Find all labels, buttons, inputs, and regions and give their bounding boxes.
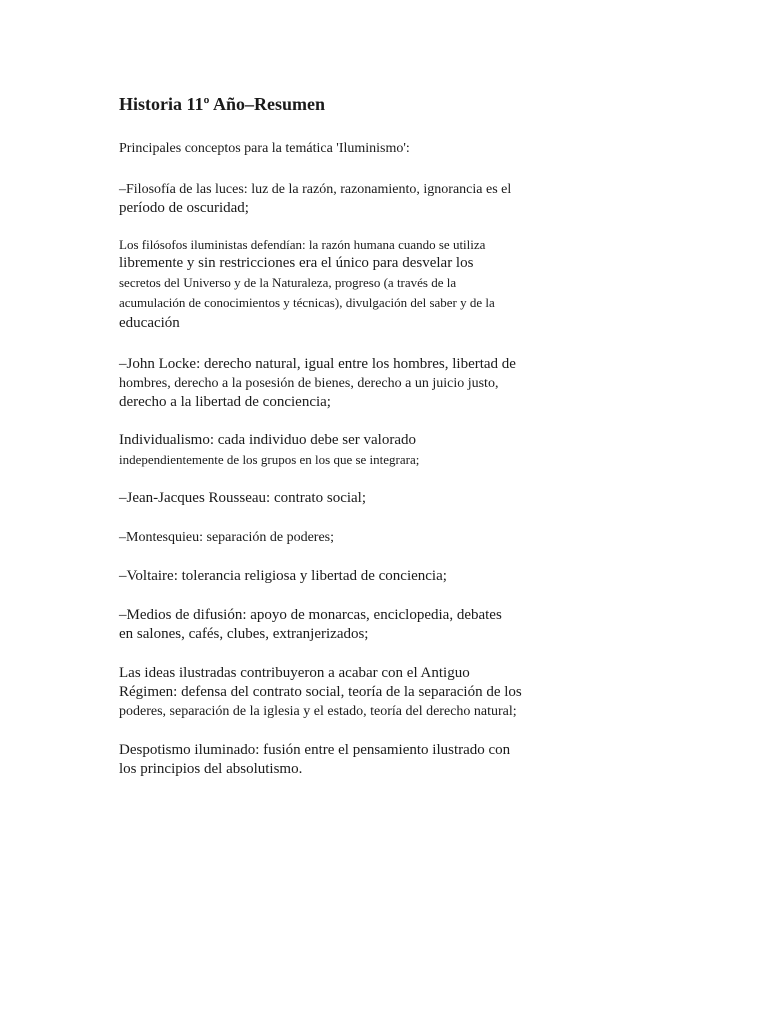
filosofia-line-1: –Filosofía de las luces: luz de la razón, razonamiento, ignorancia es el xyxy=(119,182,512,197)
despotismo-line-2: los principios del absolutismo. xyxy=(119,761,303,777)
individualismo-line-1: Individualismo: cada individuo debe ser valorado xyxy=(119,432,417,448)
document-title: Historia 11º Año–Resumen xyxy=(119,94,325,114)
ideas-line-1: Las ideas ilustradas contribuyeron a acabar con el Antiguo xyxy=(119,665,470,681)
filosofos-line-5: educación xyxy=(119,315,180,331)
montesquieu-paragraph xyxy=(119,528,589,547)
despotismo-paragraph xyxy=(119,741,589,779)
filosofia-line-2: período de oscuridad; xyxy=(119,200,249,216)
locke-line-3: derecho a la libertad de conciencia; xyxy=(119,394,331,410)
filosofos-paragraph xyxy=(119,235,589,334)
filosofos-line-3: secretos del Universo y de la Naturaleza, progreso (a través de la xyxy=(119,275,457,290)
rousseau-paragraph xyxy=(119,489,589,508)
locke-paragraph xyxy=(119,355,589,412)
ideas-line-2: Régimen: defensa del contrato social, teoría de la separación de los xyxy=(119,684,522,700)
filosofos-line-2: libremente y sin restricciones era el único para desvelar los xyxy=(119,255,474,271)
intro-paragraph xyxy=(119,139,589,158)
ideas-paragraph xyxy=(119,664,589,721)
montesquieu-line: –Montesquieu: separación de poderes; xyxy=(119,530,334,545)
individualismo-paragraph xyxy=(119,431,589,469)
medios-line-1: –Medios de difusión: apoyo de monarcas, enciclopedia, debates xyxy=(119,607,502,623)
locke-line-1: –John Locke: derecho natural, igual entre los hombres, libertad de xyxy=(119,356,516,372)
filosofos-line-4: acumulación de conocimientos y técnicas), divulgación del saber y de la xyxy=(119,295,495,310)
despotismo-line-1: Despotismo iluminado: fusión entre el pensamiento ilustrado con xyxy=(119,742,511,758)
voltaire-line: –Voltaire: tolerancia religiosa y libertad de conciencia; xyxy=(119,568,447,584)
filosofia-paragraph xyxy=(119,180,589,218)
medios-line-2: en salones, cafés, clubes, extranjerizados; xyxy=(119,626,369,642)
intro-line: Principales conceptos para la temática 'Iluminismo': xyxy=(119,141,410,156)
medios-paragraph xyxy=(119,606,589,644)
locke-line-2: hombres, derecho a la posesión de bienes, derecho a un juicio justo, xyxy=(119,376,499,391)
individualismo-line-2: independientemente de los grupos en los que se integrara; xyxy=(119,452,420,467)
document-page xyxy=(119,93,589,779)
filosofos-line-1: Los filósofos iluministas defendían: la razón humana cuando se utiliza xyxy=(119,237,486,252)
rousseau-line: –Jean-Jacques Rousseau: contrato social; xyxy=(119,490,367,506)
ideas-line-3: poderes, separación de la iglesia y el estado, teoría del derecho natural; xyxy=(119,704,517,719)
voltaire-paragraph xyxy=(119,567,589,586)
